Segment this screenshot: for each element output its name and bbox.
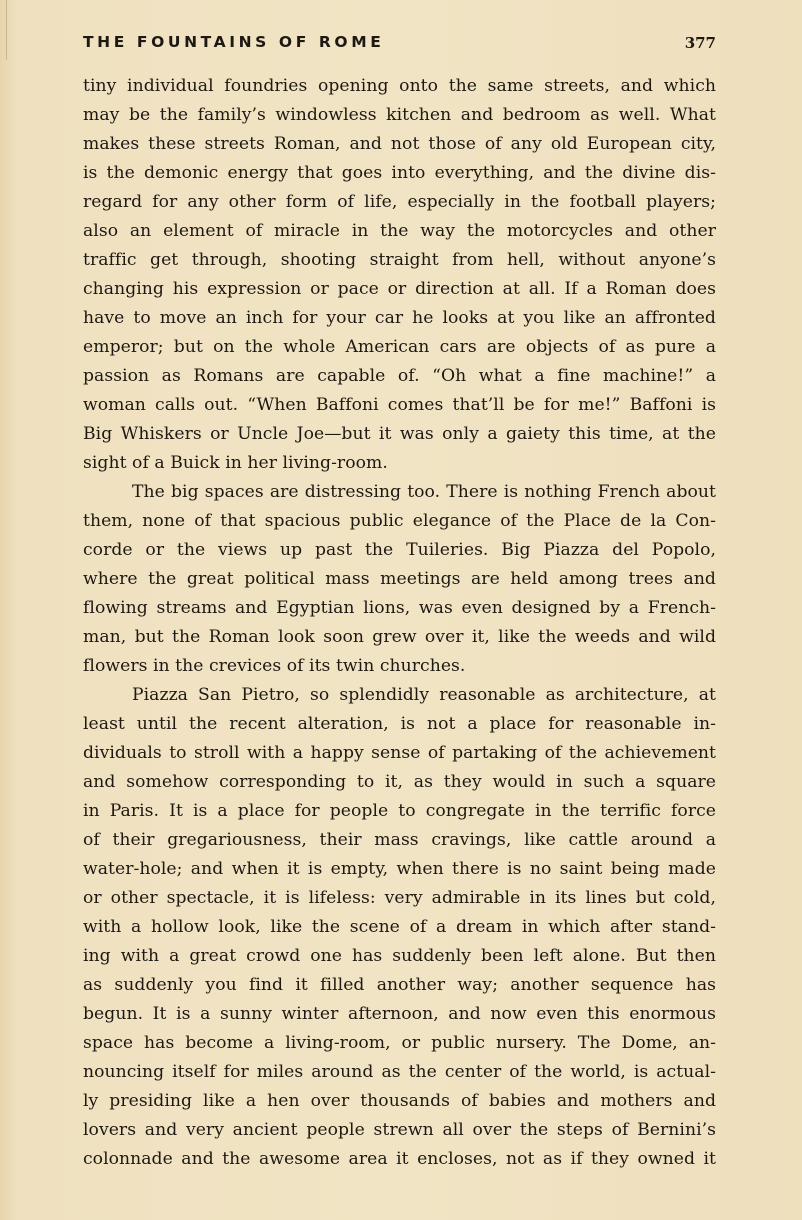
text-line: space has become a living-room, or public nursery. The Dome, an- [83,1033,716,1053]
text-line: man, but the Roman look soon grew over it, like the weeds and wild [83,627,716,647]
text-line: ly presiding like a hen over thousands of babies and mothers and [83,1091,716,1111]
text-line: with a hollow look, like the scene of a dream in which after stand- [83,917,716,937]
text-line: flowers in the crevices of its twin churches. [83,656,466,676]
text-line: sight of a Buick in her living-room. [83,453,388,473]
text-line: them, none of that spacious public elegance of the Place de la Con- [83,511,716,531]
text-line: traffic get through, shooting straight from hell, without anyone’s [83,250,716,270]
text-line: Big Whiskers or Uncle Joe—but it was only a gaiety this time, at the [83,424,716,444]
text-line: changing his expression or pace or direction at all. If a Roman does [83,279,716,299]
text-line: in Paris. It is a place for people to congregate in the terrific force [83,801,716,821]
text-line: as suddenly you find it filled another way; another sequence has [83,975,716,995]
text-line: may be the family’s windowless kitchen and bedroom as well. What [83,105,716,125]
paragraph [83,681,716,1174]
text-line: least until the recent alteration, is not a place for reasonable in- [83,714,716,734]
text-line: colonnade and the awesome area it encloses, not as if they owned it [83,1149,716,1169]
text-line: nouncing itself for miles around as the center of the world, is actual- [83,1062,716,1082]
text-line: corde or the views up past the Tuileries. Big Piazza del Popolo, [83,540,716,560]
text-line: where the great political mass meetings are held among trees and [83,569,716,589]
text-line: also an element of miracle in the way the motorcycles and other [83,221,716,241]
paragraph [83,478,716,681]
text-line: Piazza San Pietro, so splendidly reasonable as architecture, at [132,685,716,705]
paragraph [83,72,716,478]
running-head [83,33,716,57]
text-line: emperor; but on the whole American cars are objects of as pure a [83,337,716,357]
page-number: 377 [684,34,716,52]
text-line: passion as Romans are capable of. “Oh what a fine machine!” a [83,366,716,386]
text-line: regard for any other form of life, especially in the football players; [83,192,716,212]
text-line: tiny individual foundries opening onto the same streets, and which [83,76,716,96]
running-title: THE FOUNTAINS OF ROME [83,33,385,51]
text-line: The big spaces are distressing too. There is nothing French about [132,482,716,502]
text-line: flowing streams and Egyptian lions, was even designed by a French- [83,598,716,618]
text-line: of their gregariousness, their mass cravings, like cattle around a [83,830,716,850]
text-line: or other spectacle, it is lifeless: very admirable in its lines but cold, [83,888,716,908]
text-line: ing with a great crowd one has suddenly been left alone. But then [83,946,716,966]
text-line: woman calls out. “When Baffoni comes that’ll be for me!” Baffoni is [83,395,716,415]
text-line: dividuals to stroll with a happy sense of partaking of the achievement [83,743,716,763]
text-line: and somehow corresponding to it, as they would in such a square [83,772,716,792]
text-line: is the demonic energy that goes into everything, and the divine dis- [83,163,716,183]
text-line: have to move an inch for your car he looks at you like an affronted [83,308,716,328]
text-line: lovers and very ancient people strewn all over the steps of Bernini’s [83,1120,716,1140]
page-gutter-edge [6,0,7,60]
text-line: water-hole; and when it is empty, when there is no saint being made [83,859,716,879]
text-line: makes these streets Roman, and not those of any old European city, [83,134,716,154]
text-line: begun. It is a sunny winter afternoon, and now even this enormous [83,1004,716,1024]
body-text [83,72,716,1174]
